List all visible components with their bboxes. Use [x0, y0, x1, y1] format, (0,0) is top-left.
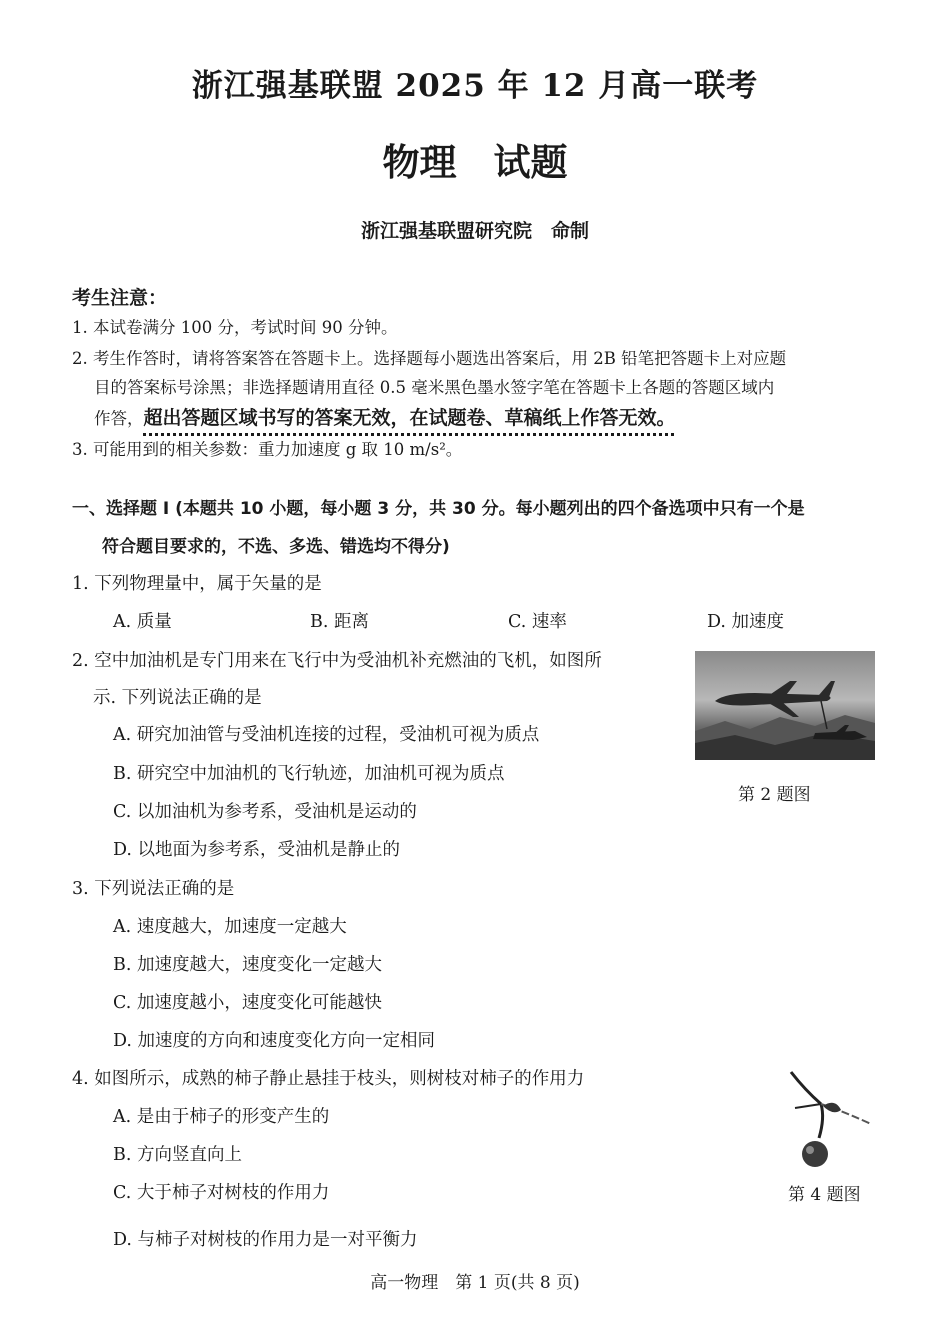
refueling-aircraft-figure: [695, 651, 875, 760]
q2-option-a: A. 研究加油管与受油机连接的过程，受油机可视为质点: [113, 725, 540, 745]
q1-option-c: C. 速率: [508, 612, 567, 632]
subject-title: 物理 试题: [382, 140, 568, 184]
q1-option-b: B. 距离: [310, 612, 369, 632]
q4-option-c: C. 大于柿子对树枝的作用力: [113, 1183, 330, 1203]
q2-figure-caption: 第 2 题图: [738, 785, 811, 805]
q2-stem-line-1: 2. 空中加油机是专门用来在飞行中为受油机补充燃油的飞机，如图所: [72, 651, 602, 671]
exam-title: 浙江强基联盟 2025 年 12 月高一联考: [191, 68, 759, 104]
notice-item-2-prefix: 作答，: [94, 409, 144, 428]
q3-stem: 3. 下列说法正确的是: [72, 879, 235, 899]
q2-option-c: C. 以加油机为参考系，受油机是运动的: [113, 802, 417, 822]
notice-item-2-line-2: 目的答案标号涂黑；非选择题请用直径 0.5 毫米黑色墨水签字笔在答题卡上各题的答题区域内: [94, 378, 775, 397]
notice-item-1: 1. 本试卷满分 100 分，考试时间 90 分钟。: [72, 318, 398, 337]
notice-heading: 考生注意：: [72, 287, 168, 309]
q1-option-d: D. 加速度: [707, 612, 785, 632]
q1-option-a: A. 质量: [113, 612, 172, 632]
q2-option-b: B. 研究空中加油机的飞行轨迹，加油机可视为质点: [113, 764, 505, 784]
q3-option-a: A. 速度越大，加速度一定越大: [113, 917, 347, 937]
organizer: 浙江强基联盟研究院 命制: [360, 220, 589, 242]
page-footer: 高一物理 第 1 页(共 8 页): [370, 1273, 580, 1293]
q4-figure-caption: 第 4 题图: [788, 1185, 861, 1205]
section-1-line-1: 一、选择题 Ⅰ (本题共 10 小题，每小题 3 分，共 30 分。每小题列出的四个备选项中只有一个是: [72, 499, 805, 519]
persimmon-drawing: [785, 1068, 877, 1170]
q3-option-c: C. 加速度越小，速度变化可能越快: [113, 993, 382, 1013]
q2-stem-line-2: 示. 下列说法正确的是: [93, 688, 262, 708]
q4-option-d: D. 与柿子对树枝的作用力是一对平衡力: [113, 1230, 418, 1250]
notice-emphasis: 超出答题区域书写的答案无效，在试题卷、草稿纸上作答无效。: [143, 407, 676, 429]
q4-option-b: B. 方向竖直向上: [113, 1145, 242, 1165]
q3-option-b: B. 加速度越大，速度变化一定越大: [113, 955, 382, 975]
q3-option-d: D. 加速度的方向和速度变化方向一定相同: [113, 1031, 436, 1051]
persimmon-figure: [785, 1068, 877, 1170]
q2-option-d: D. 以地面为参考系，受油机是静止的: [113, 840, 401, 860]
section-1-line-2: 符合题目要求的，不选、多选、错选均不得分): [102, 537, 450, 557]
q4-option-a: A. 是由于柿子的形变产生的: [113, 1107, 330, 1127]
notice-item-2-line-1: 2. 考生作答时，请将答案答在答题卡上。选择题每小题选出答案后，用 2B 铅笔把答题卡上对应题: [72, 349, 787, 368]
q4-stem: 4. 如图所示，成熟的柿子静止悬挂于枝头，则树枝对柿子的作用力: [72, 1069, 585, 1089]
q1-stem: 1. 下列物理量中，属于矢量的是: [72, 574, 322, 594]
notice-item-2-line-3: [94, 403, 676, 430]
refueling-aircraft-drawing: [695, 651, 875, 760]
notice-item-3: 3. 可能用到的相关参数：重力加速度 g 取 10 m/s²。: [72, 440, 463, 459]
